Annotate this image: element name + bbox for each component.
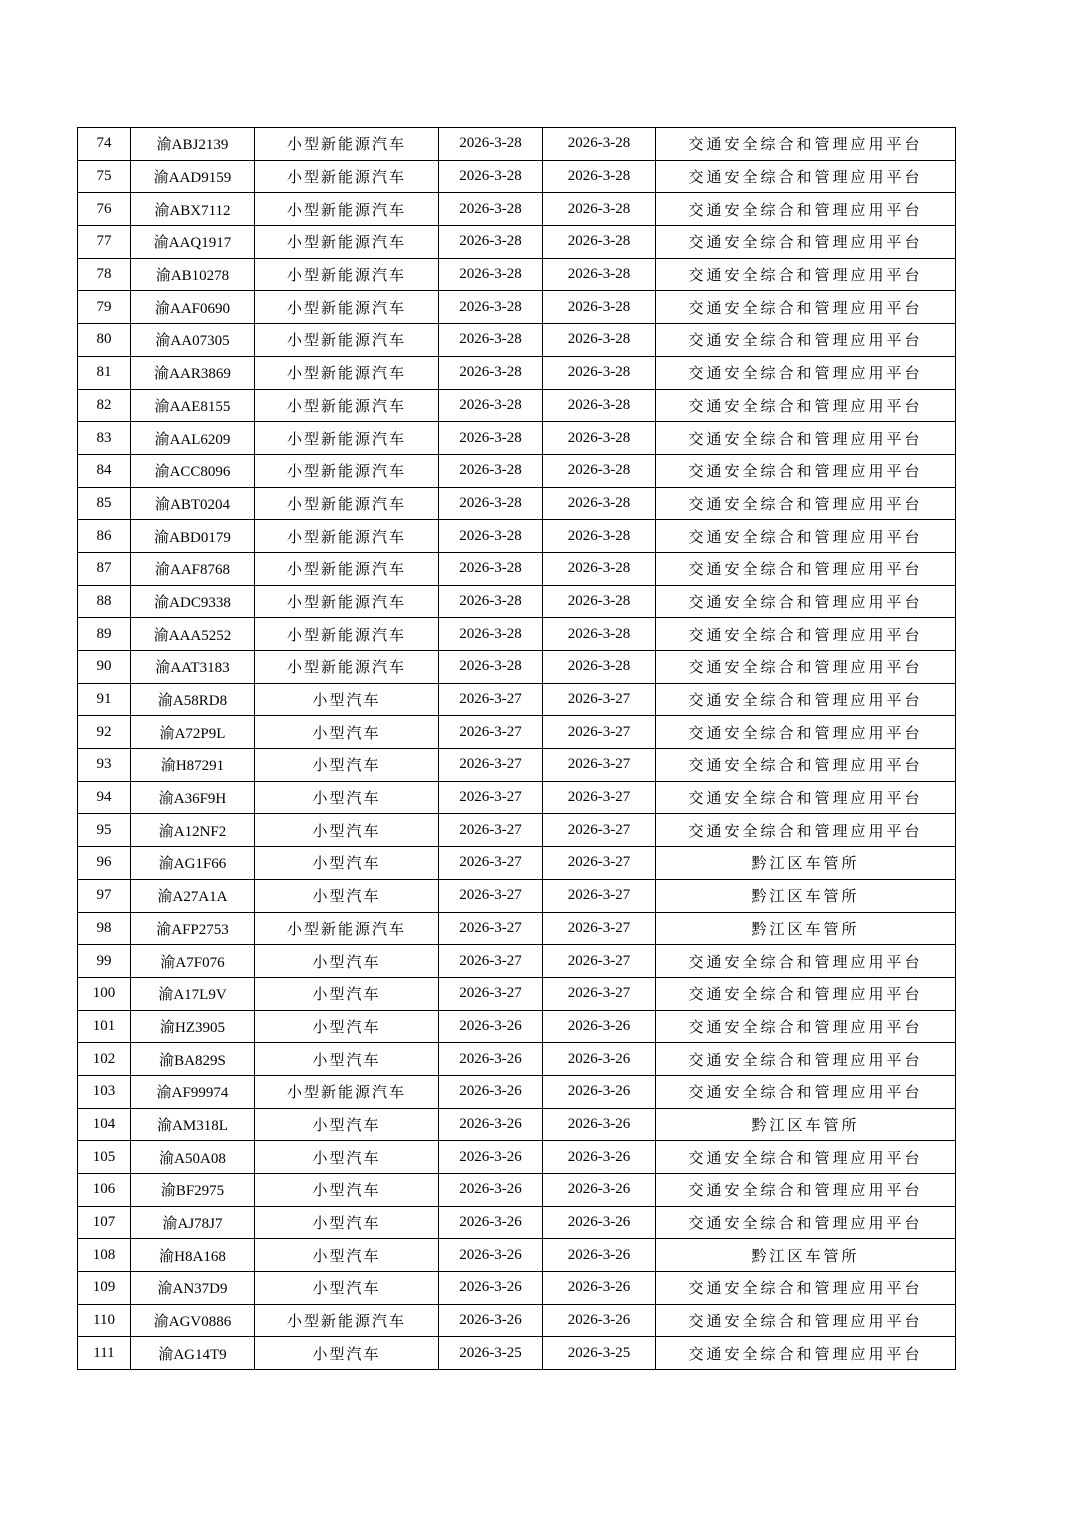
start-date-cell: 2026-3-26 — [439, 1010, 543, 1043]
vehicle-type-cell: 小型新能源汽车 — [255, 258, 439, 291]
table-row — [78, 945, 956, 978]
office-cell: 交通安全综合和管理应用平台 — [656, 1272, 956, 1305]
plate-number-cell: 渝AN37D9 — [131, 1272, 255, 1305]
plate-number-cell: 渝AAR3869 — [131, 356, 255, 389]
office-cell: 交通安全综合和管理应用平台 — [656, 749, 956, 782]
end-date-cell: 2026-3-27 — [543, 977, 656, 1010]
table-row — [78, 1010, 956, 1043]
row-number-cell: 91 — [78, 683, 131, 716]
row-number-cell: 79 — [78, 291, 131, 324]
row-number-cell: 102 — [78, 1043, 131, 1076]
plate-number-cell: 渝A12NF2 — [131, 814, 255, 847]
office-cell: 交通安全综合和管理应用平台 — [656, 1141, 956, 1174]
office-cell: 黔江区车管所 — [656, 1239, 956, 1272]
row-number-cell: 105 — [78, 1141, 131, 1174]
table-row — [78, 651, 956, 684]
plate-number-cell: 渝ABD0179 — [131, 520, 255, 553]
vehicle-type-cell: 小型汽车 — [255, 945, 439, 978]
vehicle-type-cell: 小型新能源汽车 — [255, 128, 439, 161]
start-date-cell: 2026-3-26 — [439, 1043, 543, 1076]
office-cell: 交通安全综合和管理应用平台 — [656, 128, 956, 161]
plate-number-cell: 渝AAQ1917 — [131, 226, 255, 259]
office-cell: 交通安全综合和管理应用平台 — [656, 1337, 956, 1370]
office-cell: 交通安全综合和管理应用平台 — [656, 552, 956, 585]
end-date-cell: 2026-3-27 — [543, 781, 656, 814]
office-cell: 交通安全综合和管理应用平台 — [656, 1206, 956, 1239]
end-date-cell: 2026-3-27 — [543, 814, 656, 847]
start-date-cell: 2026-3-26 — [439, 1108, 543, 1141]
end-date-cell: 2026-3-28 — [543, 291, 656, 324]
start-date-cell: 2026-3-26 — [439, 1075, 543, 1108]
table-row — [78, 552, 956, 585]
office-cell: 交通安全综合和管理应用平台 — [656, 454, 956, 487]
start-date-cell: 2026-3-28 — [439, 520, 543, 553]
start-date-cell: 2026-3-27 — [439, 945, 543, 978]
end-date-cell: 2026-3-26 — [543, 1010, 656, 1043]
table-row — [78, 160, 956, 193]
end-date-cell: 2026-3-26 — [543, 1239, 656, 1272]
row-number-cell: 93 — [78, 749, 131, 782]
row-number-cell: 111 — [78, 1337, 131, 1370]
start-date-cell: 2026-3-28 — [439, 128, 543, 161]
office-cell: 交通安全综合和管理应用平台 — [656, 1010, 956, 1043]
start-date-cell: 2026-3-27 — [439, 879, 543, 912]
end-date-cell: 2026-3-26 — [543, 1043, 656, 1076]
end-date-cell: 2026-3-28 — [543, 520, 656, 553]
start-date-cell: 2026-3-28 — [439, 585, 543, 618]
table-row — [78, 1043, 956, 1076]
vehicle-type-cell: 小型汽车 — [255, 847, 439, 880]
office-cell: 交通安全综合和管理应用平台 — [656, 160, 956, 193]
table-row — [78, 847, 956, 880]
start-date-cell: 2026-3-28 — [439, 160, 543, 193]
vehicle-type-cell: 小型新能源汽车 — [255, 585, 439, 618]
vehicle-type-cell: 小型汽车 — [255, 1206, 439, 1239]
row-number-cell: 94 — [78, 781, 131, 814]
start-date-cell: 2026-3-28 — [439, 487, 543, 520]
vehicle-type-cell: 小型汽车 — [255, 1108, 439, 1141]
vehicle-type-cell: 小型汽车 — [255, 1239, 439, 1272]
table-row — [78, 454, 956, 487]
vehicle-type-cell: 小型新能源汽车 — [255, 487, 439, 520]
end-date-cell: 2026-3-28 — [543, 258, 656, 291]
vehicle-type-cell: 小型汽车 — [255, 749, 439, 782]
row-number-cell: 96 — [78, 847, 131, 880]
row-number-cell: 88 — [78, 585, 131, 618]
start-date-cell: 2026-3-27 — [439, 912, 543, 945]
table-row — [78, 781, 956, 814]
row-number-cell: 92 — [78, 716, 131, 749]
start-date-cell: 2026-3-27 — [439, 781, 543, 814]
vehicle-type-cell: 小型新能源汽车 — [255, 520, 439, 553]
table-row — [78, 749, 956, 782]
start-date-cell: 2026-3-28 — [439, 356, 543, 389]
table-row — [78, 356, 956, 389]
table-row — [78, 1304, 956, 1337]
plate-number-cell: 渝BF2975 — [131, 1174, 255, 1207]
office-cell: 交通安全综合和管理应用平台 — [656, 356, 956, 389]
plate-number-cell: 渝AAF8768 — [131, 552, 255, 585]
end-date-cell: 2026-3-27 — [543, 945, 656, 978]
vehicle-type-cell: 小型新能源汽车 — [255, 552, 439, 585]
end-date-cell: 2026-3-26 — [543, 1141, 656, 1174]
plate-number-cell: 渝AJ78J7 — [131, 1206, 255, 1239]
plate-number-cell: 渝AGV0886 — [131, 1304, 255, 1337]
row-number-cell: 99 — [78, 945, 131, 978]
plate-number-cell: 渝AG1F66 — [131, 847, 255, 880]
vehicle-type-cell: 小型汽车 — [255, 1141, 439, 1174]
table-row — [78, 912, 956, 945]
start-date-cell: 2026-3-27 — [439, 749, 543, 782]
table-row — [78, 1272, 956, 1305]
row-number-cell: 108 — [78, 1239, 131, 1272]
end-date-cell: 2026-3-27 — [543, 749, 656, 782]
office-cell: 交通安全综合和管理应用平台 — [656, 226, 956, 259]
vehicle-type-cell: 小型新能源汽车 — [255, 226, 439, 259]
vehicle-type-cell: 小型新能源汽车 — [255, 389, 439, 422]
plate-number-cell: 渝A27A1A — [131, 879, 255, 912]
plate-number-cell: 渝A58RD8 — [131, 683, 255, 716]
start-date-cell: 2026-3-28 — [439, 291, 543, 324]
end-date-cell: 2026-3-28 — [543, 324, 656, 357]
row-number-cell: 106 — [78, 1174, 131, 1207]
start-date-cell: 2026-3-27 — [439, 683, 543, 716]
office-cell: 交通安全综合和管理应用平台 — [656, 1043, 956, 1076]
end-date-cell: 2026-3-28 — [543, 226, 656, 259]
vehicle-type-cell: 小型汽车 — [255, 977, 439, 1010]
vehicle-type-cell: 小型新能源汽车 — [255, 454, 439, 487]
plate-number-cell: 渝H87291 — [131, 749, 255, 782]
plate-number-cell: 渝AAE8155 — [131, 389, 255, 422]
table-row — [78, 1075, 956, 1108]
row-number-cell: 109 — [78, 1272, 131, 1305]
office-cell: 交通安全综合和管理应用平台 — [656, 487, 956, 520]
end-date-cell: 2026-3-28 — [543, 618, 656, 651]
row-number-cell: 107 — [78, 1206, 131, 1239]
table-row — [78, 422, 956, 455]
plate-number-cell: 渝AM318L — [131, 1108, 255, 1141]
row-number-cell: 98 — [78, 912, 131, 945]
office-cell: 交通安全综合和管理应用平台 — [656, 781, 956, 814]
plate-number-cell: 渝AA07305 — [131, 324, 255, 357]
vehicle-type-cell: 小型汽车 — [255, 1010, 439, 1043]
table-row — [78, 814, 956, 847]
table-row — [78, 683, 956, 716]
end-date-cell: 2026-3-26 — [543, 1272, 656, 1305]
row-number-cell: 76 — [78, 193, 131, 226]
vehicle-type-cell: 小型新能源汽车 — [255, 912, 439, 945]
end-date-cell: 2026-3-28 — [543, 389, 656, 422]
start-date-cell: 2026-3-27 — [439, 814, 543, 847]
table-row — [78, 977, 956, 1010]
start-date-cell: 2026-3-28 — [439, 389, 543, 422]
office-cell: 交通安全综合和管理应用平台 — [656, 945, 956, 978]
end-date-cell: 2026-3-28 — [543, 422, 656, 455]
plate-number-cell: 渝AG14T9 — [131, 1337, 255, 1370]
row-number-cell: 74 — [78, 128, 131, 161]
row-number-cell: 97 — [78, 879, 131, 912]
start-date-cell: 2026-3-26 — [439, 1141, 543, 1174]
table-row — [78, 324, 956, 357]
end-date-cell: 2026-3-27 — [543, 716, 656, 749]
row-number-cell: 103 — [78, 1075, 131, 1108]
table-row — [78, 520, 956, 553]
start-date-cell: 2026-3-28 — [439, 193, 543, 226]
start-date-cell: 2026-3-28 — [439, 454, 543, 487]
row-number-cell: 95 — [78, 814, 131, 847]
plate-number-cell: 渝ADC9338 — [131, 585, 255, 618]
row-number-cell: 87 — [78, 552, 131, 585]
vehicle-type-cell: 小型汽车 — [255, 814, 439, 847]
row-number-cell: 84 — [78, 454, 131, 487]
end-date-cell: 2026-3-27 — [543, 683, 656, 716]
end-date-cell: 2026-3-26 — [543, 1075, 656, 1108]
row-number-cell: 86 — [78, 520, 131, 553]
table-row — [78, 618, 956, 651]
office-cell: 黔江区车管所 — [656, 847, 956, 880]
start-date-cell: 2026-3-28 — [439, 324, 543, 357]
vehicle-type-cell: 小型汽车 — [255, 1272, 439, 1305]
table-row — [78, 1174, 956, 1207]
row-number-cell: 85 — [78, 487, 131, 520]
vehicle-type-cell: 小型新能源汽车 — [255, 356, 439, 389]
table-row — [78, 389, 956, 422]
vehicle-type-cell: 小型新能源汽车 — [255, 422, 439, 455]
end-date-cell: 2026-3-28 — [543, 128, 656, 161]
end-date-cell: 2026-3-28 — [543, 552, 656, 585]
plate-number-cell: 渝A50A08 — [131, 1141, 255, 1174]
row-number-cell: 101 — [78, 1010, 131, 1043]
vehicle-type-cell: 小型新能源汽车 — [255, 651, 439, 684]
office-cell: 交通安全综合和管理应用平台 — [656, 258, 956, 291]
office-cell: 交通安全综合和管理应用平台 — [656, 324, 956, 357]
end-date-cell: 2026-3-27 — [543, 847, 656, 880]
vehicle-type-cell: 小型新能源汽车 — [255, 1304, 439, 1337]
end-date-cell: 2026-3-26 — [543, 1108, 656, 1141]
start-date-cell: 2026-3-26 — [439, 1272, 543, 1305]
row-number-cell: 80 — [78, 324, 131, 357]
office-cell: 交通安全综合和管理应用平台 — [656, 977, 956, 1010]
vehicle-type-cell: 小型汽车 — [255, 879, 439, 912]
table-row — [78, 291, 956, 324]
table-row — [78, 1337, 956, 1370]
start-date-cell: 2026-3-27 — [439, 716, 543, 749]
vehicle-type-cell: 小型汽车 — [255, 1337, 439, 1370]
start-date-cell: 2026-3-27 — [439, 977, 543, 1010]
office-cell: 交通安全综合和管理应用平台 — [656, 193, 956, 226]
vehicle-type-cell: 小型新能源汽车 — [255, 324, 439, 357]
start-date-cell: 2026-3-26 — [439, 1174, 543, 1207]
vehicle-type-cell: 小型新能源汽车 — [255, 193, 439, 226]
plate-number-cell: 渝AF99974 — [131, 1075, 255, 1108]
office-cell: 交通安全综合和管理应用平台 — [656, 585, 956, 618]
end-date-cell: 2026-3-28 — [543, 585, 656, 618]
vehicle-type-cell: 小型新能源汽车 — [255, 160, 439, 193]
start-date-cell: 2026-3-28 — [439, 422, 543, 455]
plate-number-cell: 渝ACC8096 — [131, 454, 255, 487]
end-date-cell: 2026-3-26 — [543, 1174, 656, 1207]
vehicle-type-cell: 小型汽车 — [255, 781, 439, 814]
vehicle-record-table — [77, 127, 956, 1370]
end-date-cell: 2026-3-28 — [543, 454, 656, 487]
office-cell: 黔江区车管所 — [656, 1108, 956, 1141]
office-cell: 交通安全综合和管理应用平台 — [656, 422, 956, 455]
office-cell: 交通安全综合和管理应用平台 — [656, 1304, 956, 1337]
start-date-cell: 2026-3-28 — [439, 651, 543, 684]
table-row — [78, 1206, 956, 1239]
plate-number-cell: 渝AAT3183 — [131, 651, 255, 684]
office-cell: 交通安全综合和管理应用平台 — [656, 683, 956, 716]
vehicle-type-cell: 小型汽车 — [255, 716, 439, 749]
plate-number-cell: 渝AAL6209 — [131, 422, 255, 455]
table-row — [78, 716, 956, 749]
plate-number-cell: 渝AB10278 — [131, 258, 255, 291]
plate-number-cell: 渝A17L9V — [131, 977, 255, 1010]
plate-number-cell: 渝AFP2753 — [131, 912, 255, 945]
start-date-cell: 2026-3-28 — [439, 552, 543, 585]
office-cell: 交通安全综合和管理应用平台 — [656, 520, 956, 553]
start-date-cell: 2026-3-28 — [439, 258, 543, 291]
end-date-cell: 2026-3-28 — [543, 487, 656, 520]
table-row — [78, 879, 956, 912]
row-number-cell: 81 — [78, 356, 131, 389]
table-row — [78, 585, 956, 618]
end-date-cell: 2026-3-28 — [543, 160, 656, 193]
end-date-cell: 2026-3-26 — [543, 1206, 656, 1239]
office-cell: 交通安全综合和管理应用平台 — [656, 1174, 956, 1207]
row-number-cell: 75 — [78, 160, 131, 193]
plate-number-cell: 渝A36F9H — [131, 781, 255, 814]
table-row — [78, 258, 956, 291]
start-date-cell: 2026-3-28 — [439, 226, 543, 259]
vehicle-type-cell: 小型新能源汽车 — [255, 1075, 439, 1108]
row-number-cell: 104 — [78, 1108, 131, 1141]
office-cell: 交通安全综合和管理应用平台 — [656, 389, 956, 422]
start-date-cell: 2026-3-28 — [439, 618, 543, 651]
table-row — [78, 487, 956, 520]
plate-number-cell: 渝H8A168 — [131, 1239, 255, 1272]
table-row — [78, 1108, 956, 1141]
table-body — [78, 128, 956, 1370]
office-cell: 黔江区车管所 — [656, 879, 956, 912]
office-cell: 交通安全综合和管理应用平台 — [656, 814, 956, 847]
plate-number-cell: 渝ABJ2139 — [131, 128, 255, 161]
plate-number-cell: 渝ABX7112 — [131, 193, 255, 226]
start-date-cell: 2026-3-27 — [439, 847, 543, 880]
vehicle-type-cell: 小型新能源汽车 — [255, 618, 439, 651]
end-date-cell: 2026-3-26 — [543, 1304, 656, 1337]
plate-number-cell: 渝BA829S — [131, 1043, 255, 1076]
end-date-cell: 2026-3-28 — [543, 356, 656, 389]
office-cell: 黔江区车管所 — [656, 912, 956, 945]
row-number-cell: 90 — [78, 651, 131, 684]
row-number-cell: 77 — [78, 226, 131, 259]
plate-number-cell: 渝HZ3905 — [131, 1010, 255, 1043]
plate-number-cell: 渝AAA5252 — [131, 618, 255, 651]
office-cell: 交通安全综合和管理应用平台 — [656, 716, 956, 749]
row-number-cell: 100 — [78, 977, 131, 1010]
vehicle-type-cell: 小型汽车 — [255, 683, 439, 716]
end-date-cell: 2026-3-27 — [543, 912, 656, 945]
plate-number-cell: 渝AAF0690 — [131, 291, 255, 324]
start-date-cell: 2026-3-26 — [439, 1239, 543, 1272]
row-number-cell: 82 — [78, 389, 131, 422]
vehicle-type-cell: 小型汽车 — [255, 1174, 439, 1207]
end-date-cell: 2026-3-28 — [543, 193, 656, 226]
table-row — [78, 1141, 956, 1174]
plate-number-cell: 渝A7F076 — [131, 945, 255, 978]
row-number-cell: 110 — [78, 1304, 131, 1337]
start-date-cell: 2026-3-26 — [439, 1304, 543, 1337]
vehicle-type-cell: 小型汽车 — [255, 1043, 439, 1076]
row-number-cell: 78 — [78, 258, 131, 291]
plate-number-cell: 渝ABT0204 — [131, 487, 255, 520]
table-row — [78, 128, 956, 161]
end-date-cell: 2026-3-28 — [543, 651, 656, 684]
plate-number-cell: 渝AAD9159 — [131, 160, 255, 193]
table-row — [78, 193, 956, 226]
end-date-cell: 2026-3-25 — [543, 1337, 656, 1370]
table-row — [78, 226, 956, 259]
start-date-cell: 2026-3-26 — [439, 1206, 543, 1239]
office-cell: 交通安全综合和管理应用平台 — [656, 1075, 956, 1108]
row-number-cell: 83 — [78, 422, 131, 455]
vehicle-type-cell: 小型新能源汽车 — [255, 291, 439, 324]
office-cell: 交通安全综合和管理应用平台 — [656, 618, 956, 651]
end-date-cell: 2026-3-27 — [543, 879, 656, 912]
plate-number-cell: 渝A72P9L — [131, 716, 255, 749]
start-date-cell: 2026-3-25 — [439, 1337, 543, 1370]
office-cell: 交通安全综合和管理应用平台 — [656, 651, 956, 684]
office-cell: 交通安全综合和管理应用平台 — [656, 291, 956, 324]
table-row — [78, 1239, 956, 1272]
row-number-cell: 89 — [78, 618, 131, 651]
